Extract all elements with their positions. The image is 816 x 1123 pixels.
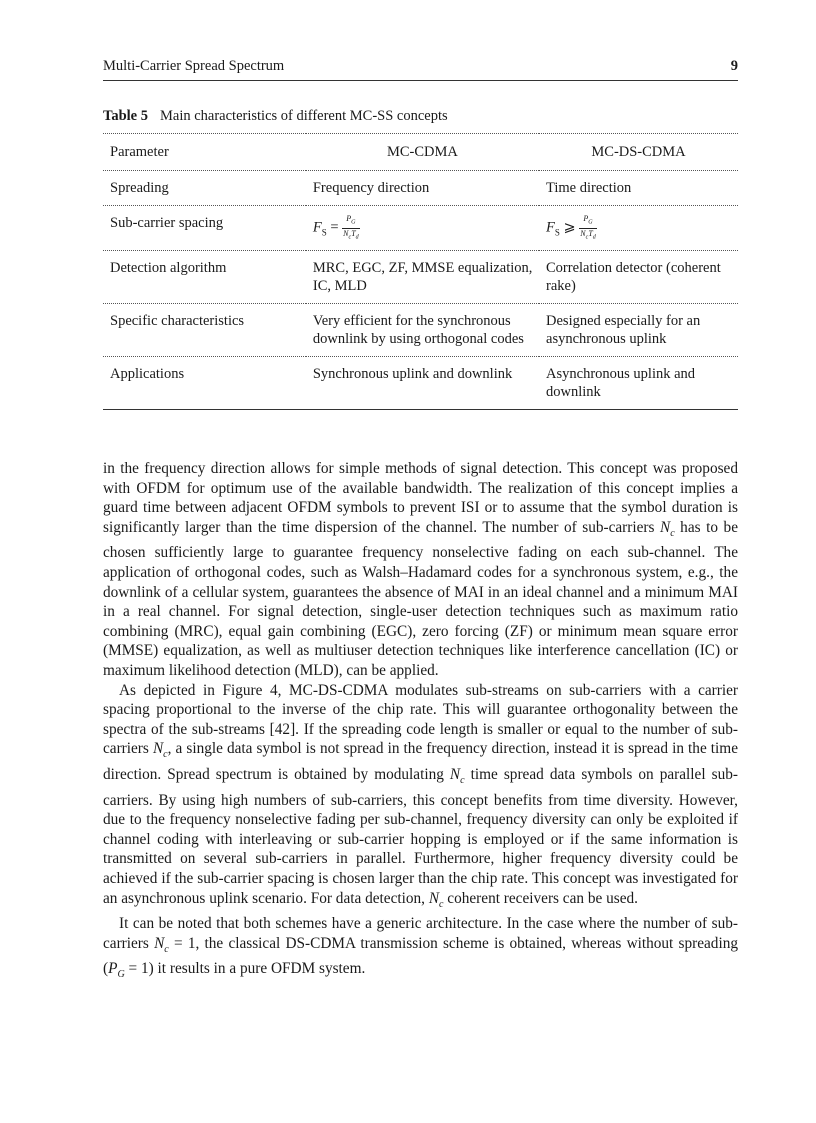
table-cell-formula (539, 206, 738, 251)
math-symbol: N (449, 766, 461, 783)
table-row (103, 251, 738, 304)
formula-subscript: S (554, 227, 560, 238)
math-symbol: P (108, 960, 118, 978)
math-subscript: c (439, 898, 444, 910)
fraction-numerator: P (346, 214, 352, 223)
text-run: time spread data symbols on parallel sub-carriers. By using high numbers of sub-carriers, this concept benefits from time diversity. However, due to the frequency nonselective fading per sub-channel, frequency diversity can only be exploited if channel coding with interleaving or sub-carrier hopping is employed or if the same information is transmitted on several sub-carriers in parallel. Furthermore, higher frequency diversity could be achieved if the sub-carrier spacing is chosen larger than the chip rate. This concept was investigated for an asynchronous uplink scenario. For data detection, (103, 766, 738, 907)
fraction-denominator: N (580, 228, 586, 238)
paragraph (103, 459, 738, 681)
fraction (579, 214, 596, 242)
table-header-row (103, 134, 738, 171)
page-number: 9 (730, 58, 738, 74)
formula-subscript: S (321, 227, 327, 238)
table-cell: Very efficient for the synchronous downlink by using orthogonal codes (312, 313, 524, 348)
column-header: Parameter (110, 144, 169, 160)
formula-subscript: d (592, 234, 596, 241)
table-row (103, 304, 738, 357)
text-run: in the frequency direction allows for simple methods of signal detection. This concept was proposed with OFDM for optimum use of the available bandwidth. The realization of this concept implies a guard time between adjacent OFDM symbols to prevent ISI or to assume that the symbol duration is significantly larger than the time dispersion of the channel. The number of sub-carriers (103, 460, 738, 536)
table-row (103, 357, 738, 410)
table-cell: Specific characteristics (110, 313, 245, 330)
math-subscript: G (117, 969, 125, 981)
text-run: As depicted in Figure 4, MC-DS-CDMA modulates sub-streams on sub-carriers with a carrier spacing proportional to the inverse of the chip rate. This will guarantee orthogonality between the spectra of the sub-streams [42]. If the spreading code length is smaller or equal to the number of sub-carriers (103, 681, 738, 758)
formula-subscript: G (351, 219, 356, 226)
math-subscript: c (460, 775, 465, 787)
table-cell: Applications (110, 366, 185, 383)
formula-subscript: G (588, 219, 593, 226)
column-header: MC-CDMA (386, 144, 458, 160)
table-cell: Time direction (546, 180, 632, 196)
math-symbol: N (152, 740, 164, 758)
table-row (103, 206, 738, 251)
table-caption (103, 108, 448, 125)
text-run: It can be noted that both schemes have a generic architecture. In the case where the number of sub-carriers (103, 915, 738, 952)
table-caption-label: Table 5 (103, 108, 148, 124)
table-cell: MRC, EGC, ZF, MMSE equalization, IC, MLD (312, 260, 533, 295)
text-run: = 1, the classical DS-CDMA transmission scheme is obtained, whereas without spreading ( (103, 934, 739, 978)
table-cell: Detection algorithm (110, 260, 227, 277)
fraction-numerator: P (583, 214, 589, 223)
running-header (103, 58, 738, 81)
fraction (342, 214, 359, 242)
formula-subscript: c (585, 234, 589, 241)
table-cell-formula (306, 206, 539, 251)
text-run: has to be chosen sufficiently large to guarantee frequency nonselective fading on each sub-channel. The application of orthogonal codes, such as Walsh–Hadamard codes for a synchronous system, e.g., the downlink of a cellular system, guarantees the absence of MAI in an ideal channel and a minimum MAI in a real channel. For signal detection, single-user detection techniques such as maximum ratio combining (MRC), equal gain combining (EGC), zero forcing (ZF) or minimum mean square error (MMSE) equalization, as well as multiuser detection techniques like interference cancellation (IC) or maximum likelihood detection (MLD), can be applied. (103, 518, 738, 679)
table-caption-text: Main characteristics of different MC-SS concepts (160, 108, 448, 124)
formula-symbol: F (312, 219, 322, 236)
text-run: coherent receivers can be used. (443, 889, 638, 907)
column-header: MC-DS-CDMA (591, 144, 686, 160)
math-symbol: N (154, 934, 165, 952)
fraction-denominator: T (588, 228, 593, 238)
table-cell: Asynchronous uplink and downlink (546, 366, 696, 401)
text-run: = 1) it results in a pure OFDM system. (124, 960, 366, 978)
text-run: , a single data symbol is not spread in the frequency direction, instead it is spread in the time direction. Spread spectrum is obtained by modulating (103, 740, 738, 783)
math-subscript: c (164, 943, 169, 955)
formula-operator: ⩾ (563, 219, 576, 236)
body-text (103, 459, 738, 985)
formula-operator: = (330, 219, 339, 236)
math-subscript: c (670, 527, 675, 539)
paragraph (103, 914, 738, 985)
table-cell: Designed especially for an asynchronous uplink (546, 313, 701, 348)
math-symbol: N (659, 518, 671, 536)
characteristics-table (103, 133, 738, 410)
table-cell: Correlation detector (coherent rake) (546, 260, 721, 295)
table-cell: Frequency direction (312, 180, 430, 196)
math-symbol: N (428, 889, 440, 907)
table-cell: Sub-carrier spacing (110, 215, 224, 231)
math-subscript: c (163, 749, 168, 761)
formula-symbol: F (546, 219, 555, 236)
formula-subscript: c (348, 234, 352, 241)
table-cell: Synchronous uplink and downlink (312, 366, 513, 383)
paragraph (103, 681, 738, 915)
running-title: Multi-Carrier Spread Spectrum (103, 58, 285, 74)
table-row (103, 171, 738, 206)
table-cell: Spreading (110, 180, 169, 196)
fraction-denominator: T (351, 228, 356, 238)
fraction-denominator: N (343, 228, 349, 238)
formula-subscript: d (355, 234, 359, 241)
